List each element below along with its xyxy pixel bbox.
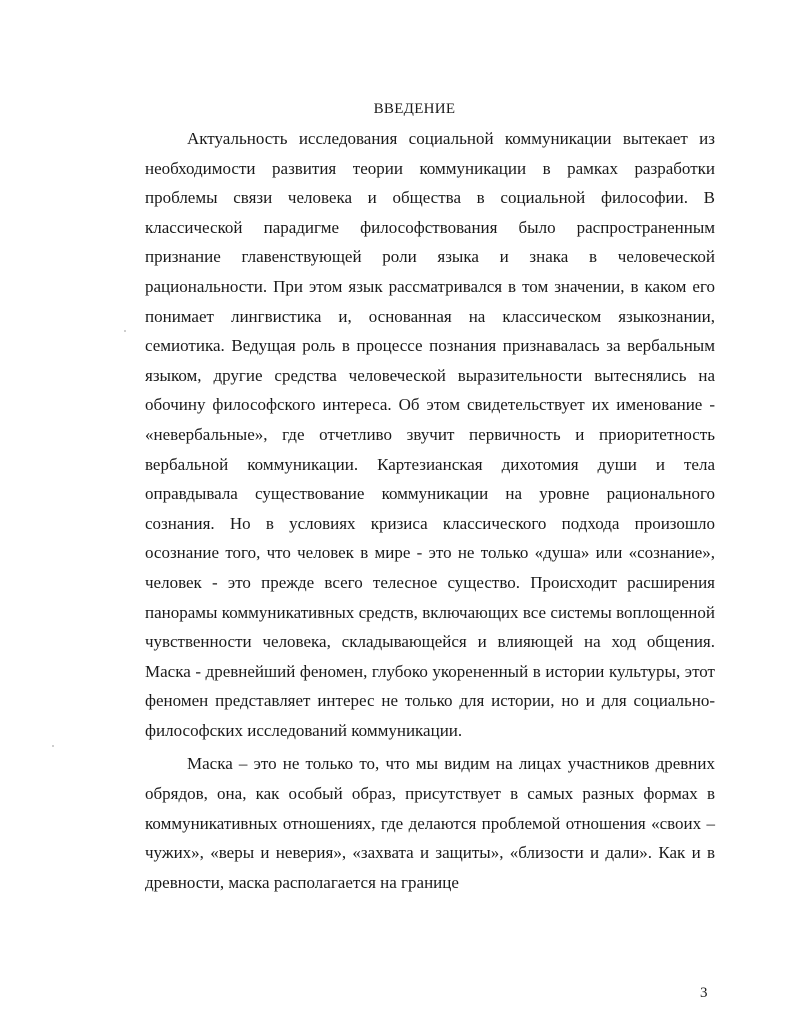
- paragraph-1: Актуальность исследования социальной коммуникации вытекает из необходимости развития теории коммуникации в рамках разработки проблемы связи человека и общества в социальной философии. В классической парадигме философствования было распространенным признание главенствующей роли языка и знака в человеческой рациональности. При этом язык рассматривался в том значении, в каком его понимает лингвистика и, основанная на классическом языкознании, семиотика. Ведущая роль в процессе познания признавалась за вербальным языком, другие средства человеческой выразительности вытеснялись на обочину философского интереса. Об этом свидетельствует их именование - «невербальные», где отчетливо звучит первичность и приоритетность вербальной коммуникации. Картезианская дихотомия души и тела оправдывала существование коммуникации на уровне рационального сознания. Но в условиях кризиса классического подхода произошло осознание того, что человек в мире - это не только «душа» или «сознание», человек - это прежде всего телесное существо. Происходит расширения панорамы коммуникативных средств, включающих все системы воплощенной чувственности человека, складывающейся и влияющей на ход общения. Маска - древнейший феномен, глубоко укорененный в истории культуры, этот феномен представляет интерес не только для истории, но и для социально-философских исследований коммуникации.: [145, 129, 715, 740]
- document-title: ВВЕДЕНИЕ: [373, 101, 456, 117]
- document-body: [145, 124, 715, 897]
- page-number: 3: [700, 985, 708, 1001]
- scan-speck: [52, 745, 54, 747]
- scan-speck: [124, 330, 126, 332]
- paragraph-2: Маска – это не только то, что мы видим на лицах участников древних обрядов, она, как особый образ, присутствует в самых разных формах в коммуникативных отношениях, где делаются проблемой отношения «своих – чужих», «веры и неверия», «захвата и защиты», «близости и дали». Как и в древности, маска располагается на границе: [145, 754, 715, 892]
